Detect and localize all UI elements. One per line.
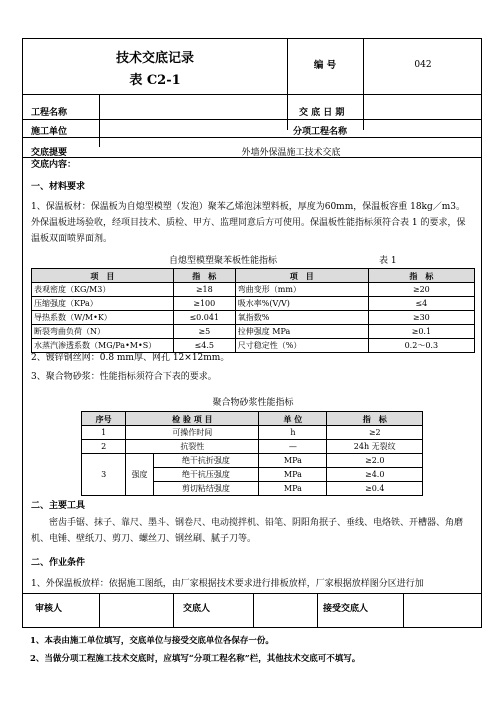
table-cell: ≥5 <box>173 325 235 339</box>
divider <box>253 593 254 628</box>
table-cell: 24h 无裂纹 <box>327 440 423 454</box>
divider <box>23 137 481 138</box>
conditions-paragraph: 1、外保温板放样：依据施工图纸，由厂家根据技术要求进行排板放样，厂家根据放样图分区进行加 <box>31 579 424 589</box>
section-tools-title: 二、主要工具 <box>31 501 86 511</box>
table-row <box>32 325 475 339</box>
table-header-cell: 序号 <box>82 412 126 426</box>
footnote: 2、当做分项工程施工技术交底时，应填写“分项工程名称”栏，其他技术交底可不填写。 <box>30 654 361 664</box>
table-row <box>32 297 475 311</box>
summary-value: 外墙外保温施工技术交底 <box>241 148 341 158</box>
table-cell: ≥0.1 <box>368 325 474 339</box>
reviewer-label: 审核人 <box>35 604 63 614</box>
table-row <box>32 283 475 297</box>
table-cell: ≥20 <box>368 283 474 297</box>
table-cell: 2 <box>82 440 126 454</box>
table-cell: MPa <box>259 468 327 482</box>
table-cell: MPa <box>259 482 327 496</box>
table-cell: 3 <box>82 454 126 496</box>
insulation-board-paragraph: 1、保温板材：保温板为自熄型模塑（发泡）聚苯乙烯泡沫塑料板，厚度为60mm，保温板容重 18kg／m3。外保温板进场验收，经项目技术、质检、甲方、监理同意后方可使用。保温板性能指标须符合表 1 的要求，保温板双面喷界面剂。 <box>31 202 466 244</box>
table-cell: 抗裂性 <box>126 440 259 454</box>
table-header-cell: 指 标 <box>173 269 235 283</box>
handover-person-label: 交底人 <box>183 604 211 614</box>
table-cell: 剪切粘结强度 <box>153 482 259 496</box>
form-subtitle: 表 C2-1 <box>129 73 181 88</box>
table1-caption: 自熄型模塑聚苯板性能指标 <box>168 256 277 266</box>
construction-unit-label: 施工单位 <box>31 127 68 137</box>
table-cell: ≥18 <box>173 283 235 297</box>
divider <box>99 94 100 147</box>
table-cell: ≥4.0 <box>327 468 423 482</box>
handover-record-form <box>22 38 482 628</box>
table-cell: 表观密度（KG/M3） <box>32 283 174 297</box>
receiver-label: 接受交底人 <box>323 604 369 614</box>
table-cell: 压缩强度（KPa） <box>32 297 174 311</box>
divider <box>23 593 481 594</box>
table-cell: ≤0.041 <box>173 311 235 325</box>
table-cell: 1 <box>82 426 126 440</box>
section-materials-title: 一、材料要求 <box>31 182 86 192</box>
divider <box>363 94 364 130</box>
table-cell: ≥2 <box>327 426 423 440</box>
table2-caption: 聚合物砂浆性能指标 <box>212 398 294 408</box>
table-cell: 水蒸汽渗透系数（MG/Pa•M•S） <box>32 339 174 353</box>
table-cell: 导热系数（W/M•K） <box>32 311 174 325</box>
mortar-performance-table <box>81 411 423 496</box>
table-header-cell: 项 目 <box>32 269 174 283</box>
number-label: 编 号 <box>313 60 337 71</box>
table1-number: 表 1 <box>379 256 397 266</box>
board-performance-table <box>31 268 475 353</box>
divider <box>173 593 174 628</box>
divider <box>99 593 100 628</box>
table-cell: 弯曲变形（mm） <box>235 283 368 297</box>
table-cell: 绝干抗压强度 <box>153 468 259 482</box>
table-row <box>32 339 475 353</box>
summary-label: 交底提要 <box>31 148 68 158</box>
table-cell: — <box>259 440 327 454</box>
polymer-mortar-item: 3、聚合物砂浆：性能指标须符合下表的要求。 <box>31 372 217 382</box>
table-cell: 拉伸强度 MPa <box>235 325 368 339</box>
table-header-row <box>32 269 475 283</box>
table-cell: h <box>259 426 327 440</box>
table-cell: ≥30 <box>368 311 474 325</box>
table-header-cell: 检 验 项 目 <box>126 412 259 426</box>
table-header-cell: 单 位 <box>259 412 327 426</box>
table-header-cell: 指 标 <box>327 412 423 426</box>
divider <box>403 593 404 628</box>
table-cell: 绝干抗折强度 <box>153 454 259 468</box>
form-title: 技术交底记录 <box>115 51 194 66</box>
divider <box>23 94 481 95</box>
divider <box>317 593 318 628</box>
table-cell: 强度 <box>126 454 153 496</box>
table-cell: ≥2.0 <box>327 454 423 468</box>
table-row <box>82 440 423 454</box>
content-label: 交底内容： <box>31 160 77 170</box>
table-cell: 吸水率%(V/V) <box>235 297 368 311</box>
table-cell: 氧指数% <box>235 311 368 325</box>
table-header-row <box>82 412 423 426</box>
number-value: 042 <box>414 60 432 70</box>
table-cell: MPa <box>259 454 327 468</box>
sub-project-name-label: 分项工程名称 <box>293 127 348 137</box>
table-cell: 尺寸稳定性（%） <box>235 339 368 353</box>
table-header-cell: 指 标 <box>368 269 474 283</box>
divider <box>23 119 481 120</box>
table-row <box>82 426 423 440</box>
table-row <box>82 454 423 468</box>
table-cell: ≥0.4 <box>327 482 423 496</box>
tools-paragraph: 密齿手锯、抹子、靠尺、墨斗、钢卷尺、电动搅拌机、铅笔、阴阳角抿子、垂线、电烙铁、开槽器、角磨机、电锤、壁纸刀、剪刀、螺丝刀、钢丝刷、腻子刀等。 <box>31 518 464 544</box>
table-row <box>32 311 475 325</box>
project-name-label: 工程名称 <box>31 108 68 118</box>
table-cell: ≥100 <box>173 297 235 311</box>
table-cell: ≤4.5 <box>173 339 235 353</box>
divider <box>23 157 481 158</box>
section-conditions-title: 二、作业条件 <box>31 558 86 568</box>
divider <box>287 94 288 130</box>
footnote: 1、本表由施工单位填写，交底单位与接受交底单位各保存一份。 <box>30 636 274 646</box>
table-header-cell: 项 目 <box>235 269 368 283</box>
handover-date-label: 交 底 日 期 <box>299 108 345 118</box>
table-cell: ≤4 <box>368 297 474 311</box>
wire-mesh-item: 2、镀锌钢丝网：0.8 mm厚、网孔 12×12mm。 <box>31 353 230 363</box>
table-cell: 可操作时间 <box>126 426 259 440</box>
table-cell: 断裂弯曲负荷（N） <box>32 325 174 339</box>
table-cell: 0.2～0.3 <box>368 339 474 353</box>
